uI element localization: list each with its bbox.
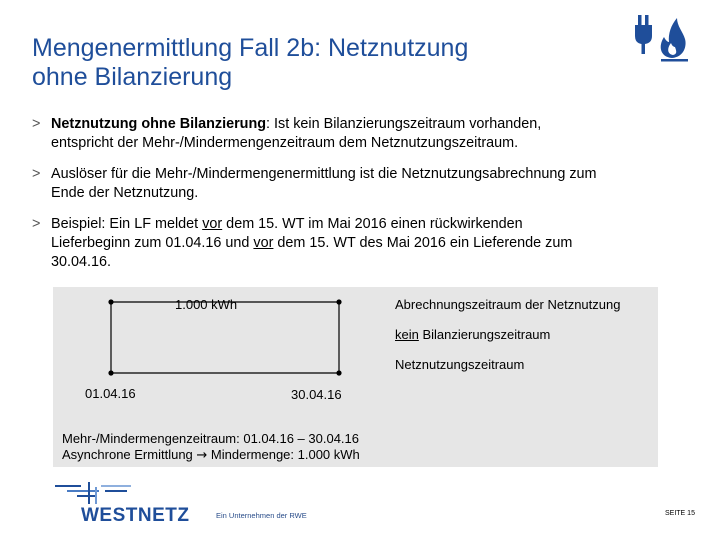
bullet-line: Auslöser für die Mehr-/Mindermengenermittlung ist die Netznutzungsabrechnung zum	[51, 166, 597, 182]
note-text: Mindermenge: 1.000 kWh	[207, 447, 360, 462]
brand-name: WESTNETZ	[81, 505, 190, 526]
network-usage-label: Netznutzungszeitraum	[395, 357, 525, 372]
bullet-text: dem 15. WT des Mai 2016 ein Lieferende zum	[273, 235, 573, 251]
start-date-label: 01.04.16	[85, 386, 136, 401]
bullet-text: Lieferbeginn zum 01.04.16 und	[51, 235, 254, 251]
underlined-word: kein	[395, 327, 419, 342]
usage-start-dot	[108, 370, 113, 375]
bullet-text: dem 15. WT im Mai 2016 einen rückwirkenden	[222, 216, 523, 232]
bullet-bold-term: Netznutzung ohne Bilanzierung	[51, 116, 267, 132]
arrow-right-icon: →	[196, 448, 208, 463]
plug-icon	[635, 15, 652, 54]
bullet-item	[32, 115, 682, 153]
title-line-1: Mengenermittlung Fall 2b: Netznutzung	[32, 34, 469, 62]
bullet-line: entspricht der Mehr-/Mindermengenzeitraum dem Netznutzungszeitraum.	[51, 135, 519, 151]
brand-tagline: Ein Unternehmen der RWE	[216, 511, 307, 520]
note-text: Asynchrone Ermittlung	[62, 447, 197, 462]
no-balancing-text: Bilanzierungszeitraum	[418, 327, 551, 342]
slide-title	[32, 34, 592, 92]
billing-period-label: Abrechnungszeitraum der Netznutzung	[395, 297, 621, 312]
bullet-line	[51, 215, 682, 234]
result-note	[62, 431, 360, 464]
end-date-label: 30.04.16	[291, 387, 342, 402]
period-end-dot	[336, 299, 341, 304]
energy-icons	[634, 12, 694, 67]
title-line-2: ohne Bilanzierung	[32, 63, 233, 91]
bullet-text: Beispiel: Ein LF meldet	[51, 216, 203, 232]
period-start-dot	[108, 299, 113, 304]
bullet-item	[32, 215, 682, 272]
underlined-word: vor	[253, 235, 274, 251]
bullet-line: Ende der Netznutzung.	[51, 185, 199, 201]
note-line: Mehr-/Mindermengenzeitraum: 01.04.16 – 30.04.16	[62, 431, 360, 446]
bullet-marker: >	[32, 216, 41, 232]
underlined-word: vor	[202, 216, 223, 232]
no-balancing-label	[395, 327, 550, 342]
bullet-list	[32, 115, 682, 284]
flame-icon	[661, 18, 688, 62]
bullet-marker: >	[32, 116, 41, 132]
usage-end-dot	[336, 370, 341, 375]
bullet-line	[51, 115, 682, 134]
quantity-label: 1.000 kWh	[175, 297, 238, 312]
bullet-line	[51, 234, 682, 253]
page-number: SEITE 15	[665, 510, 695, 517]
bullet-text: : Ist kein Bilanzierungszeitraum vorhanden,	[266, 116, 542, 132]
bullet-line: 30.04.16.	[51, 254, 112, 270]
bullet-item	[32, 165, 682, 203]
period-diagram	[53, 287, 658, 467]
note-line	[62, 447, 360, 464]
bullet-marker: >	[32, 166, 41, 182]
